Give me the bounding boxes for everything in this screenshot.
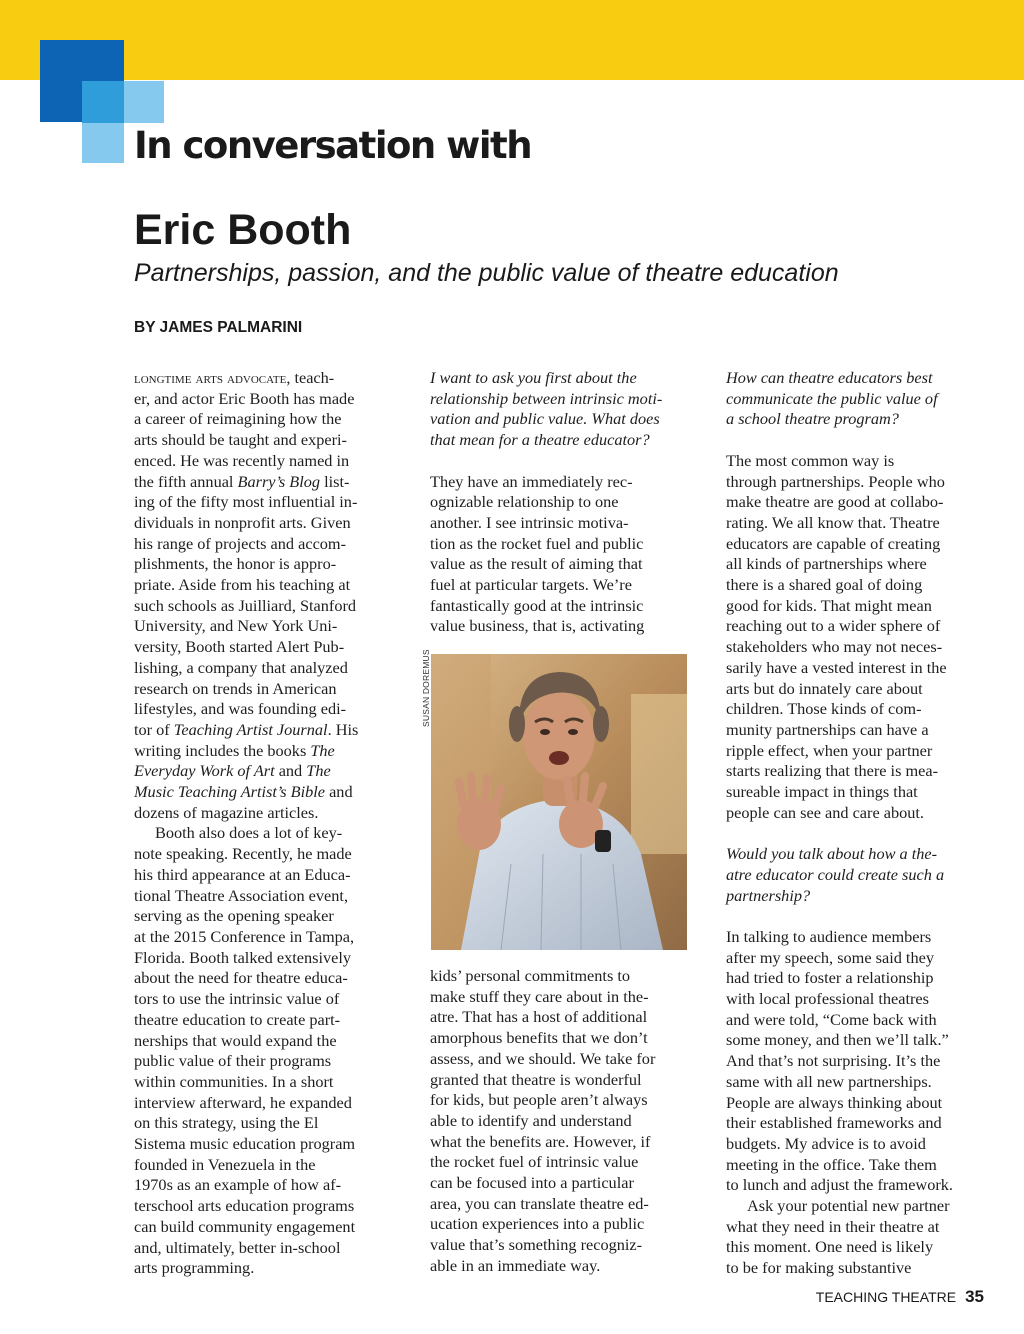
text-line: Everyday Work of Art and The	[134, 761, 331, 781]
text-line: Music Teaching Artist’s Bible and	[134, 782, 353, 802]
text-line: at the 2015 Conference in Tampa,	[134, 926, 355, 946]
interview-answer: The most common way is through partnerships. People who make theatre are good at collabo- rating. We all know that. Theatre educators are capable of creating all kinds of partnerships where there is a shared goal of doing good for kids. That might mean reaching out to a wider sphere of stakeholders who may not neces- sarily have a vested interest in the arts but do innately care about children. Those kinds of com- munity partnerships can have a ripple effect, when your partner starts realizing that there is mea- sureable impact in things that people can see and care about.	[726, 450, 947, 822]
interview-question: I want to ask you first about the relationship between intrinsic moti- vation and public value. What does that mean for a theatre educator?	[430, 368, 663, 450]
text-line: such schools as Juilliard, Stanford	[134, 595, 357, 615]
text-line: about the need for theatre educa-	[134, 968, 348, 988]
text-line: writing includes the books The	[134, 740, 335, 760]
text-line: plishments, the honor is appro-	[134, 554, 337, 574]
text-line: arts programming.	[134, 1258, 255, 1278]
article-title: Eric Booth	[134, 206, 352, 254]
text-line: University, and New York Uni-	[134, 616, 338, 636]
text-line: terschool arts education programs	[134, 1196, 355, 1216]
interview-answer: They have an immediately rec- ognizable relationship to one another. I see intrinsic motiva- tion as the rocket fuel and public value as the result of aiming that fuel at particular targets. We’re fantastically good at the intrinsic value business, that is, activating	[430, 471, 645, 636]
text-line: lishing, a company that analyzed	[134, 657, 348, 677]
text-line: arts should be taught and experi-	[134, 430, 347, 450]
text-line: his range of projects and accom-	[134, 533, 347, 553]
text-line: serving as the opening speaker	[134, 906, 334, 926]
portrait-illustration	[431, 654, 687, 950]
text-line: the fifth annual Barry’s Blog list-	[134, 471, 350, 491]
photo-credit: SUSAN DOREMUS	[421, 649, 431, 727]
decorative-square-mid-blue	[82, 81, 124, 123]
text-line: enced. He was recently named in	[134, 450, 350, 470]
text-line: ing of the fifty most influential in-	[134, 492, 358, 512]
text-line: theatre education to create part-	[134, 1009, 341, 1029]
interview-question: Would you talk about how a the- atre educator could create such a partnership?	[726, 844, 945, 905]
page-number: 35	[965, 1287, 984, 1306]
text-line: can build community engagement	[134, 1216, 356, 1236]
column-question-1	[430, 368, 692, 637]
text-line: priate. Aside from his teaching at	[134, 575, 351, 595]
text-line: note speaking. Recently, he made	[134, 844, 352, 864]
text-line: versity, Booth started Alert Pub-	[134, 637, 345, 657]
column-intro	[134, 368, 394, 1279]
text-line: dividuals in nonprofit arts. Given	[134, 512, 351, 532]
text-line: Sistema music education program	[134, 1134, 356, 1154]
text-line: Booth also does a lot of key-	[155, 823, 343, 843]
interview-answer: In talking to audience members after my speech, some said they had tried to foster a relationship with local professional theatres and were told, “Come back with some money, and then we’ll talk.” And that’s not surprising. It’s the same with all new partnerships. People are always thinking about their established frameworks and budgets. My advice is to avoid meeting in the office. Take them to lunch and adjust the framework. Ask your potential new partner what they need in their theatre at this moment. One need is likely to be for making substantive	[726, 926, 953, 1278]
decorative-square-light-blue-right	[124, 81, 164, 123]
portrait-photo	[431, 654, 687, 950]
text-line: within communities. In a short	[134, 1071, 334, 1091]
article-kicker: In conversation with	[134, 124, 532, 167]
page-footer	[816, 1287, 984, 1307]
text-line: on this strategy, using the El	[134, 1113, 319, 1133]
text-line: Florida. Booth talked extensively	[134, 947, 352, 967]
text-line: founded in Venezuela in the	[134, 1154, 316, 1174]
text-line: tors to use the intrinsic value of	[134, 989, 340, 1009]
article-subtitle: Partnerships, passion, and the public value of theatre education	[134, 259, 839, 287]
top-color-band	[0, 0, 1024, 80]
text-line: and, ultimately, better in-school	[134, 1237, 341, 1257]
lead-in: longtime arts advocate	[134, 368, 287, 387]
column-questions-2-3	[726, 368, 988, 1279]
text-line: a career of reimagining how the	[134, 409, 342, 429]
text-line: lifestyles, and was founding edi-	[134, 699, 347, 719]
text-line: 1970s as an example of how af-	[134, 1175, 342, 1195]
text-line: interview afterward, he expanded	[134, 1092, 352, 1112]
interview-question: How can theatre educators best communicate the public value of a school theatre program?	[726, 368, 938, 429]
decorative-square-light-blue-bottom	[82, 123, 124, 163]
text-line: dozens of magazine articles.	[134, 802, 319, 822]
byline: BY JAMES PALMARINI	[134, 319, 303, 336]
text-line: tional Theatre Association event,	[134, 885, 349, 905]
publication-name: TEACHING THEATRE	[815, 1289, 957, 1305]
text-line: nerships that would expand the	[134, 1030, 337, 1050]
column-answer-1-continued: kids’ personal commitments to make stuff they care about in the- atre. That has a host of additional amorphous benefits that we don’t assess, and we should. We take for granted that theatre is wonderful for kids, but people aren’t always able to identify and understand what the benefits are. However, if the rocket fuel of intrinsic value can be focused into a particular area, you can translate theatre ed- ucation experiences into a public value that’s something recogniz- able in an immediate way.	[430, 966, 656, 1275]
text-line: research on trends in American	[134, 678, 337, 698]
text-line: tor of Teaching Artist Journal. His	[134, 719, 359, 739]
text-line: longtime arts advocate, teach-	[134, 368, 335, 387]
text-line: public value of their programs	[134, 1051, 332, 1071]
text-line: er, and actor Eric Booth has made	[134, 388, 355, 408]
text-line: his third appearance at an Educa-	[134, 864, 351, 884]
